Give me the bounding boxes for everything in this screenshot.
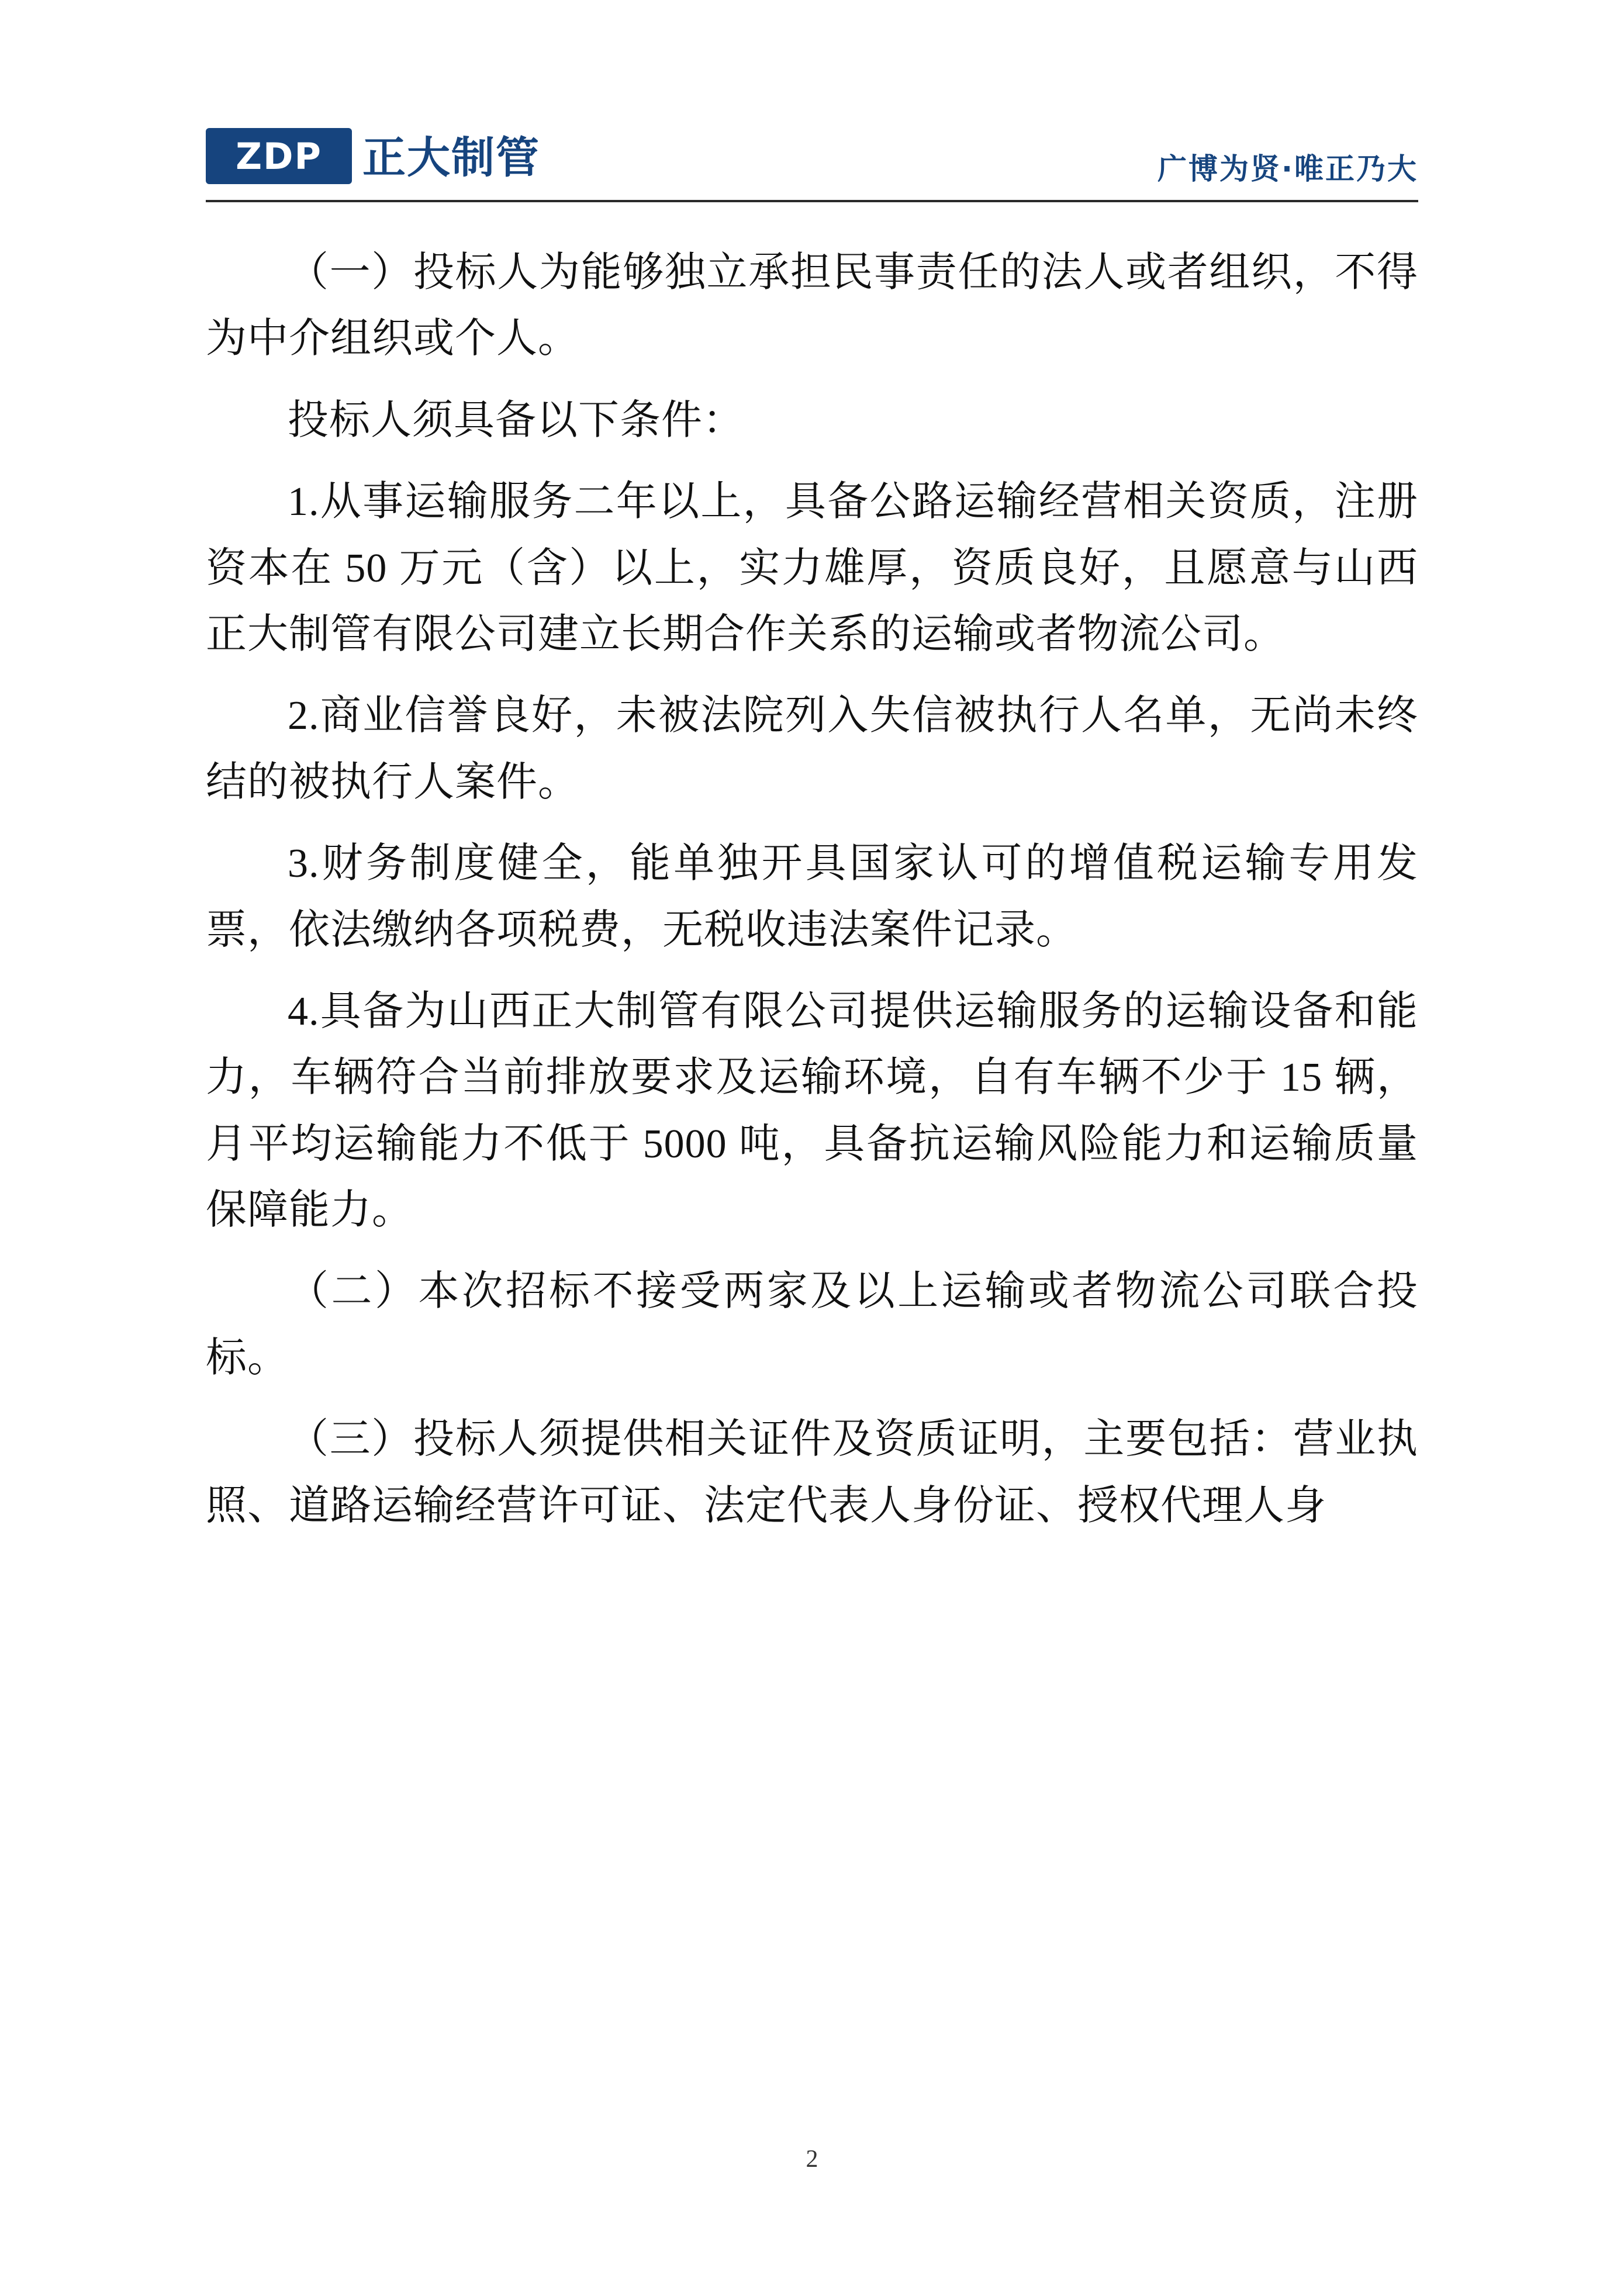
page-header xyxy=(206,105,1418,210)
zdp-logo-icon xyxy=(206,128,352,187)
page-number: 2 xyxy=(806,2146,818,2173)
paragraph: （三）投标人须提供相关证件及资质证明，主要包括：营业执照、道路运输经营许可证、法定代表人身份证、授权代理人身 xyxy=(206,1417,1418,1529)
page-footer xyxy=(0,2145,1624,2173)
paragraph: 3.财务制度健全，能单独开具国家认可的增值税运输专用发票，依法缴纳各项税费，无税收违法案件记录。 xyxy=(206,841,1418,953)
company-slogan: 广博为贤·唯正乃大 xyxy=(1157,152,1418,186)
paragraph: （二）本次招标不接受两家及以上运输或者物流公司联合投标。 xyxy=(206,1269,1418,1381)
company-logo xyxy=(206,128,540,187)
paragraph: 4.具备为山西正大制管有限公司提供运输服务的运输设备和能力，车辆符合当前排放要求及运输环境，自有车辆不少于 15 辆，月平均运输能力不低于 5000 吨，具备抗运输风险能力和运输质量保障能力。 xyxy=(206,988,1418,1233)
company-name: 正大制管 xyxy=(362,132,540,183)
paragraph: 2.商业信誉良好，未被法院列入失信被执行人名单，无尚未终结的被执行人案件。 xyxy=(206,693,1418,805)
paragraph: 投标人须具备以下条件： xyxy=(288,397,744,443)
paragraph: 1.从事运输服务二年以上，具备公路运输经营相关资质，注册资本在 50 万元（含）以上，实力雄厚，资质良好，且愿意与山西正大制管有限公司建立长期合作关系的运输或者物流公司。 xyxy=(206,479,1418,657)
header-divider xyxy=(206,200,1418,202)
document-body xyxy=(206,240,1418,1554)
svg-text:ZDP: ZDP xyxy=(236,135,322,178)
paragraph: （一）投标人为能够独立承担民事责任的法人或者组织，不得为中介组织或个人。 xyxy=(206,250,1418,362)
